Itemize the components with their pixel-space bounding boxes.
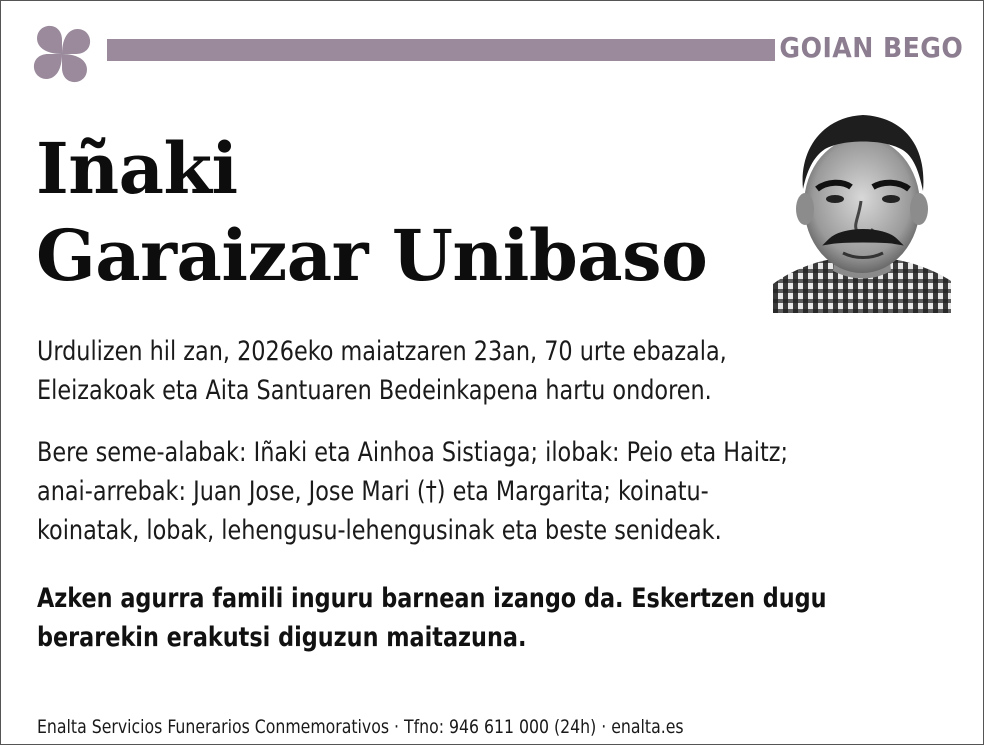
text-line: koinatak, lobak, lehengusu-lehengusinak eta beste senideak. — [37, 515, 722, 546]
text-line: anai-arrebak: Juan Jose, Jose Mari (†) eta Margarita; koinatu- — [37, 476, 709, 507]
lauburu-icon — [23, 15, 101, 93]
header — [23, 15, 963, 95]
header-bar — [107, 39, 775, 61]
death-notice-paragraph — [37, 332, 947, 410]
text-line: Eleizakoak eta Aita Santuaren Bedeinkapena hartu ondoren. — [37, 375, 712, 406]
text-line: Azken agurra famili inguru barnean izango da. Eskertzen dugu — [37, 583, 827, 614]
surnames: Garaizar Unibaso — [36, 214, 708, 297]
footer-credits: Enalta Servicios Funerarios Conmemorativos · Tfno: 946 611 000 (24h) · enalta.es — [37, 716, 684, 738]
text-line: Bere seme-alabak: Iñaki eta Ainhoa Sistiaga; ilobak: Peio eta Haitz; — [37, 437, 789, 468]
first-name: Iñaki — [36, 127, 238, 210]
farewell-paragraph — [37, 579, 947, 657]
location-label: GOIAN BEGO — [779, 31, 963, 64]
text-line: Urdulizen hil zan, 2026eko maiatzaren 23an, 70 urte ebazala, — [37, 336, 727, 367]
text-line: berarekin erakutsi diguzun maitazuna. — [37, 622, 527, 653]
portrait-photo — [773, 109, 951, 313]
deceased-name — [36, 125, 707, 299]
family-paragraph — [37, 433, 947, 550]
